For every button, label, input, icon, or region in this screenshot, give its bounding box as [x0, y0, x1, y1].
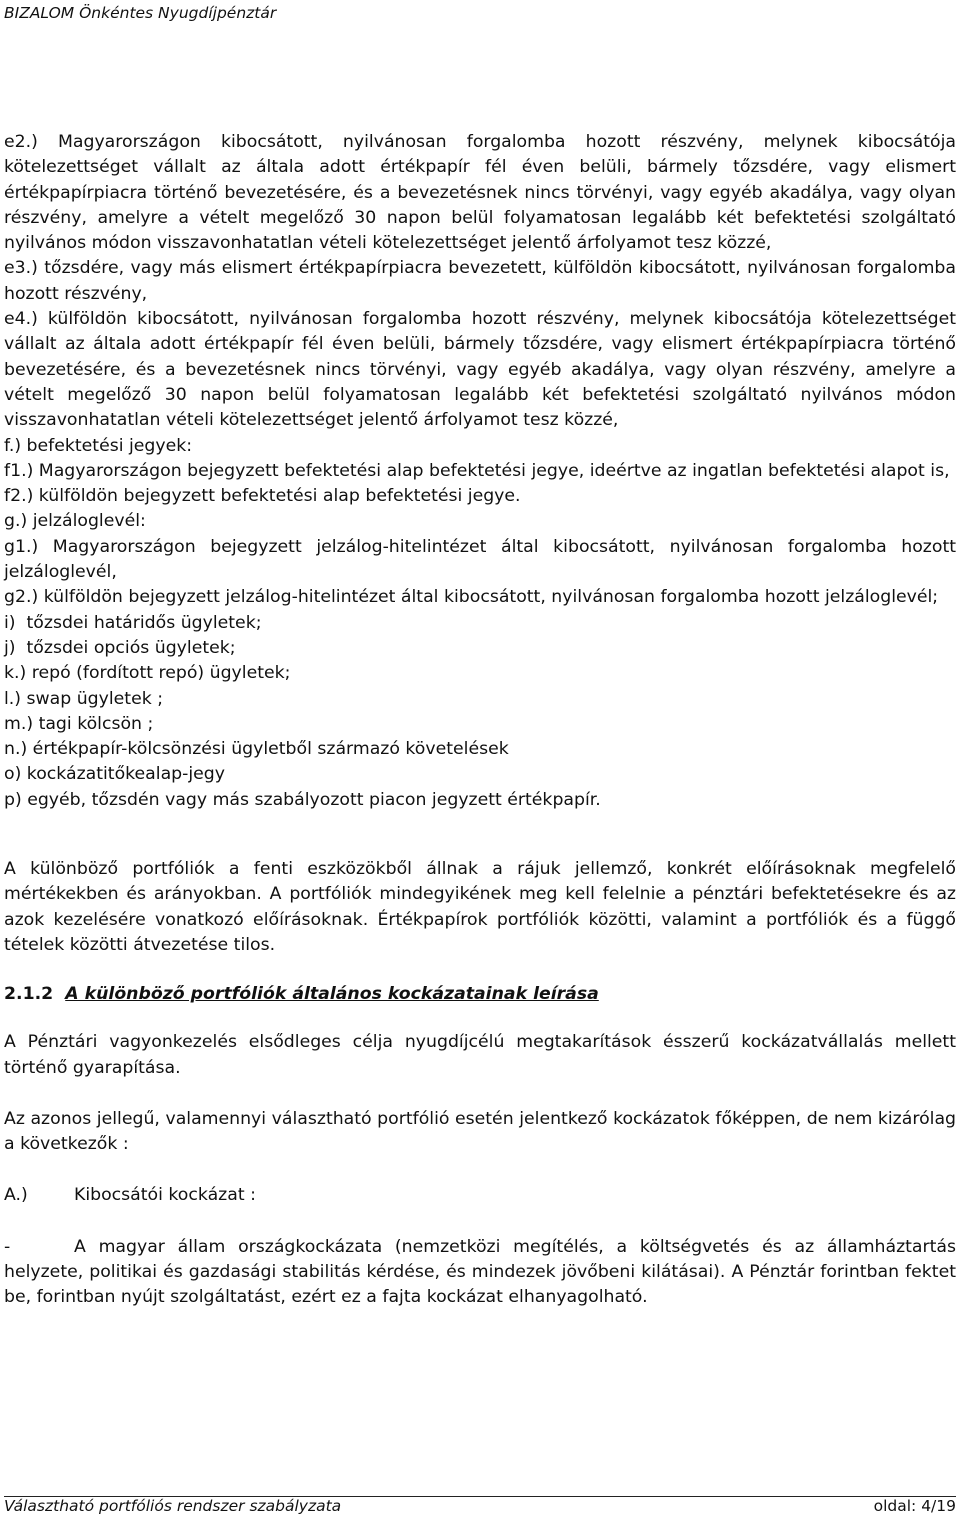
- page-number: oldal: 4/19: [873, 1497, 956, 1515]
- list-item: f.) befektetési jegyek:: [4, 435, 193, 456]
- footer-title: Választható portfóliós rendszer szabályzata: [4, 1497, 342, 1515]
- risk-a-item-text: A magyar állam országkockázata (nemzetközi megítélés, a költségvetés és az államháztartás helyzete, politikai és gazdasági stabilitás kérdése, és mindezek jövőbeni kilátásai). A Pénztár forintban fektet be, forintban nyújt szolgáltatást, ezért ez a fajta kockázat elhanyagolható.: [4, 1236, 956, 1308]
- page-body: [4, 130, 956, 1311]
- list-item: e4.) külföldön kibocsátott, nyilvánosan forgalomba hozott részvény, melynek kibocsátója kötelezettséget vállalt az általa adott értékpapír fél éven belüli, bármely tőzsdére, vagy elismert értékpapírpiacra történő bevezetésére, és a bevezetésnek nincs törvényi, vagy egyéb akadálya, vagy olyan részvény, amelyre a vételt megelőző 30 napon belül folyamatosan legalább két befektetési szolgáltató nyilvános módon visszavonhatatlan vételi kötelezettséget jelentő árfolyamot tesz közzé,: [4, 309, 956, 431]
- section-title: A különböző portfóliók általános kockázatainak leírása: [65, 984, 599, 1005]
- list-item: p) egyéb, tőzsdén vagy más szabályozott piacon jegyzett értékpapír.: [4, 789, 601, 810]
- risk-a-item-text-wrap: [4, 1235, 956, 1311]
- list-item: o) kockázatitőkealap-jegy: [4, 764, 225, 785]
- section-heading: [4, 984, 956, 1004]
- list-item: j) tőzsdei opciós ügyletek;: [4, 637, 236, 658]
- list-item: l.) swap ügyletek ;: [4, 688, 164, 709]
- asset-list: [4, 130, 956, 813]
- goal-paragraph: A Pénztári vagyonkezelés elsődleges célja nyugdíjcélú megtakarítások ésszerű kockázatvállalás mellett történő gyarapítása.: [4, 1032, 956, 1078]
- list-item: e3.) tőzsdére, vagy más elismert értékpapírpiacra bevezetett, külföldön kibocsátott, nyilvánosan forgalomba hozott részvény,: [4, 258, 956, 304]
- risk-a-label: A.): [4, 1185, 28, 1206]
- list-item: f1.) Magyarországon bejegyzett befektetési alap befektetési jegye, ideértve az ingatlan befektetési alapot is,: [4, 460, 950, 481]
- list-item: k.) repó (fordított repó) ügyletek;: [4, 663, 291, 684]
- risks-intro-paragraph: Az azonos jellegű, valamennyi választható portfólió esetén jelentkező kockázatok főképpen, de nem kizárólag a következők :: [4, 1108, 956, 1155]
- list-item: f2.) külföldön bejegyzett befektetési alap befektetési jegye.: [4, 486, 521, 507]
- list-item: m.) tagi kölcsön ;: [4, 713, 154, 734]
- list-item: g2.) külföldön bejegyzett jelzálog-hitelintézet által kibocsátott, nyilvánosan forgalomba hozott jelzáloglevél;: [4, 587, 939, 608]
- portfolio-paragraph: A különböző portfóliók a fenti eszközökből állnak a rájuk jellemző, konkrét előírásoknak megfelelő mértékekben és arányokban. A portfóliók mindegyikének meg kell felelnie a pénztári befektetésekre és az azok kezelésére vonatkozó előírásoknak. Értékpapírok portfóliók közötti, valamint a portfóliók és a függő tételek közötti átvezetése tilos.: [4, 859, 956, 955]
- risk-a-item: [4, 1235, 956, 1311]
- risk-a-heading: [4, 1183, 956, 1208]
- list-item: g.) jelzáloglevél:: [4, 511, 146, 532]
- list-item: n.) értékpapír-kölcsönzési ügyletből származó követelések: [4, 739, 509, 760]
- document-header: BIZALOM Önkéntes Nyugdíjpénztár: [4, 4, 277, 22]
- list-item: e2.) Magyarországon kibocsátott, nyilvánosan forgalomba hozott részvény, melynek kibocsátója kötelezettséget vállalt az általa adott értékpapír fél éven belüli, bármely tőzsdére, vagy elismert értékpapírpiacra történő bevezetésére, és a bevezetésnek nincs törvényi, vagy egyéb akadálya, vagy olyan részvény, amelyre a vételt megelőző 30 napon belül folyamatosan legalább két befektetési szolgáltató nyilvános módon visszavonhatatlan vételi kötelezettséget jelentő árfolyamot tesz közzé,: [4, 132, 956, 254]
- dash-marker: -: [4, 1236, 11, 1257]
- section-number: 2.1.2: [4, 984, 54, 1005]
- risk-a-title: Kibocsátói kockázat :: [74, 1185, 256, 1206]
- list-item: g1.) Magyarországon bejegyzett jelzálog-hitelintézet által kibocsátott, nyilvánosan forgalomba hozott jelzáloglevél,: [4, 536, 956, 583]
- list-item: i) tőzsdei határidős ügyletek;: [4, 612, 262, 633]
- document-footer: [4, 1496, 956, 1515]
